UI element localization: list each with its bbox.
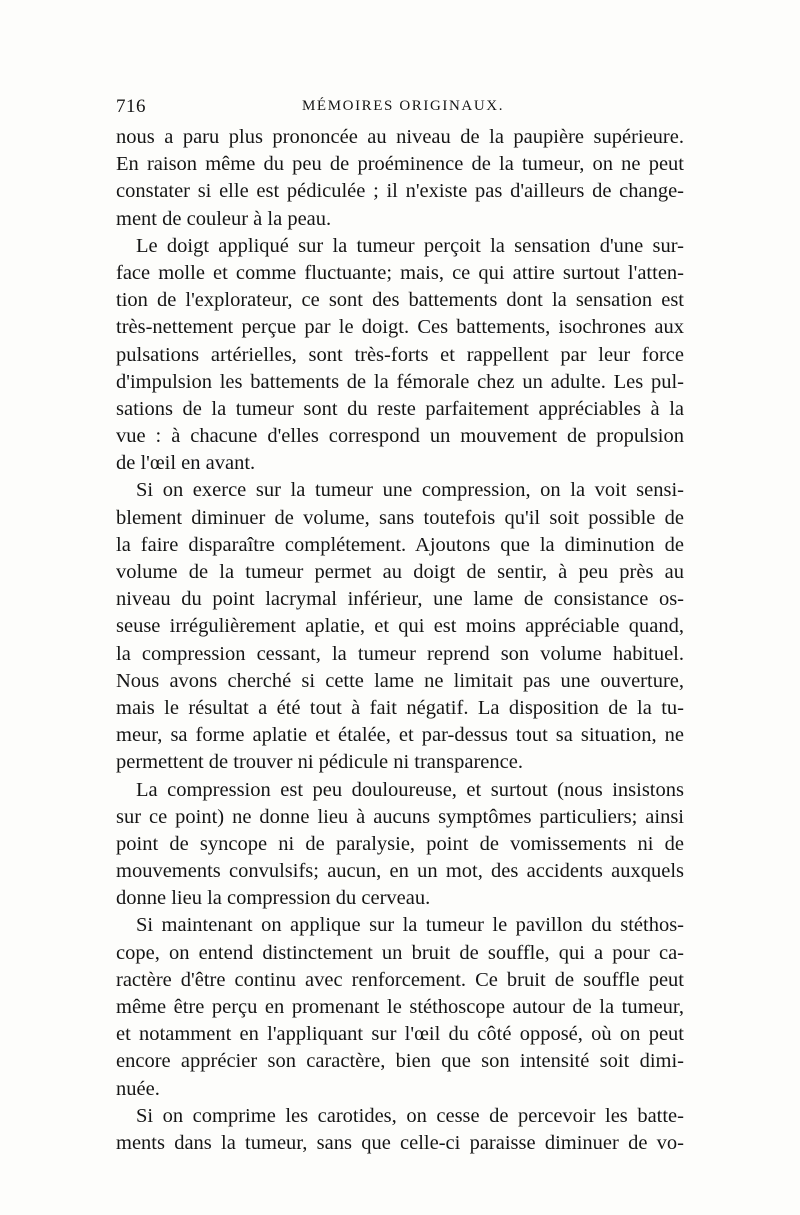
page-number: 716 <box>116 96 146 117</box>
text-line: Si on comprime les carotides, on cesse de percevoir les batte- <box>136 1104 684 1127</box>
text-line: permettent de trouver ni pédicule ni transparence. <box>116 751 523 774</box>
text-line: face molle et comme fluctuante; mais, ce qui attire surtout l'atten- <box>116 261 684 284</box>
text-line: constater si elle est pédiculée ; il n'existe pas d'ailleurs de change- <box>116 180 684 203</box>
text-line: La compression est peu douloureuse, et surtout (nous insistons <box>136 778 684 801</box>
text-line: meur, sa forme aplatie et étalée, et par-dessus tout sa situation, ne <box>116 724 684 747</box>
text-line: très-nettement perçue par le doigt. Ces battements, isochrones aux <box>116 316 684 339</box>
text-line: niveau du point lacrymal inférieur, une lame de consistance os- <box>116 588 684 611</box>
text-line: ments dans la tumeur, sans que celle-ci paraisse diminuer de vo- <box>116 1131 684 1154</box>
text-line: nous a paru plus prononcée au niveau de la paupière supérieure. <box>116 126 684 148</box>
text-line: d'impulsion les battements de la fémorale chez un adulte. Les pul- <box>116 370 684 393</box>
text-line: En raison même du peu de proéminence de la tumeur, on ne peut <box>116 153 684 176</box>
text-line: cope, on entend distinctement un bruit de souffle, qui a pour ca- <box>116 941 684 964</box>
body-text <box>116 124 684 1157</box>
text-line: pulsations artérielles, sont très-forts et rappellent par leur force <box>116 343 684 366</box>
text-line: volume de la tumeur permet au doigt de sentir, à peu près au <box>116 561 684 583</box>
text-line: encore apprécier son caractère, bien que son intensité soit dimi- <box>116 1050 684 1073</box>
text-line: même être perçu en promenant le stéthoscope autour de la tumeur, <box>116 996 684 1018</box>
text-line: Si on exerce sur la tumeur une compression, on la voit sensi- <box>136 479 684 502</box>
text-line: blement diminuer de volume, sans toutefois qu'il soit possible de <box>116 506 684 529</box>
text-line: sur ce point) ne donne lieu à aucuns symptômes particuliers; ainsi <box>116 805 684 828</box>
text-line: tion de l'explorateur, ce sont des battements dont la sensation est <box>116 289 684 312</box>
text-line: mouvements convulsifs; aucun, en un mot, des accidents auxquels <box>116 860 684 883</box>
running-title: MÉMOIRES ORIGINAUX. <box>302 98 505 114</box>
text-line: ment de couleur à la peau. <box>116 207 332 230</box>
text-line: et notamment en l'appliquant sur l'œil du côté opposé, où on peut <box>116 1023 684 1046</box>
text-line: Le doigt appliqué sur la tumeur perçoit la sensation d'une sur- <box>136 234 684 257</box>
text-line: point de syncope ni de paralysie, point de vomissements ni de <box>116 832 684 855</box>
text-line: la compression cessant, la tumeur reprend son volume habituel. <box>116 642 684 665</box>
text-line: Si maintenant on applique sur la tumeur le pavillon du stéthos- <box>136 914 684 937</box>
text-line: sations de la tumeur sont du reste parfaitement appréciables à la <box>116 397 684 420</box>
page-header <box>116 96 684 122</box>
text-line: seuse irrégulièrement aplatie, et qui est moins appréciable quand, <box>116 615 684 638</box>
text-line: de l'œil en avant. <box>116 452 256 475</box>
text-line: vue : à chacune d'elles correspond un mouvement de propulsion <box>116 425 684 448</box>
text-line: nuée. <box>116 1077 160 1100</box>
text-line: Nous avons cherché si cette lame ne limitait pas une ouverture, <box>116 669 684 692</box>
text-line: donne lieu la compression du cerveau. <box>116 887 431 910</box>
text-line: ractère d'être continu avec renforcement. Ce bruit de souffle peut <box>116 968 684 991</box>
text-line: mais le résultat a été tout à fait négatif. La disposition de la tu- <box>116 696 684 719</box>
text-line: la faire disparaître complétement. Ajoutons que la diminution de <box>116 533 684 556</box>
